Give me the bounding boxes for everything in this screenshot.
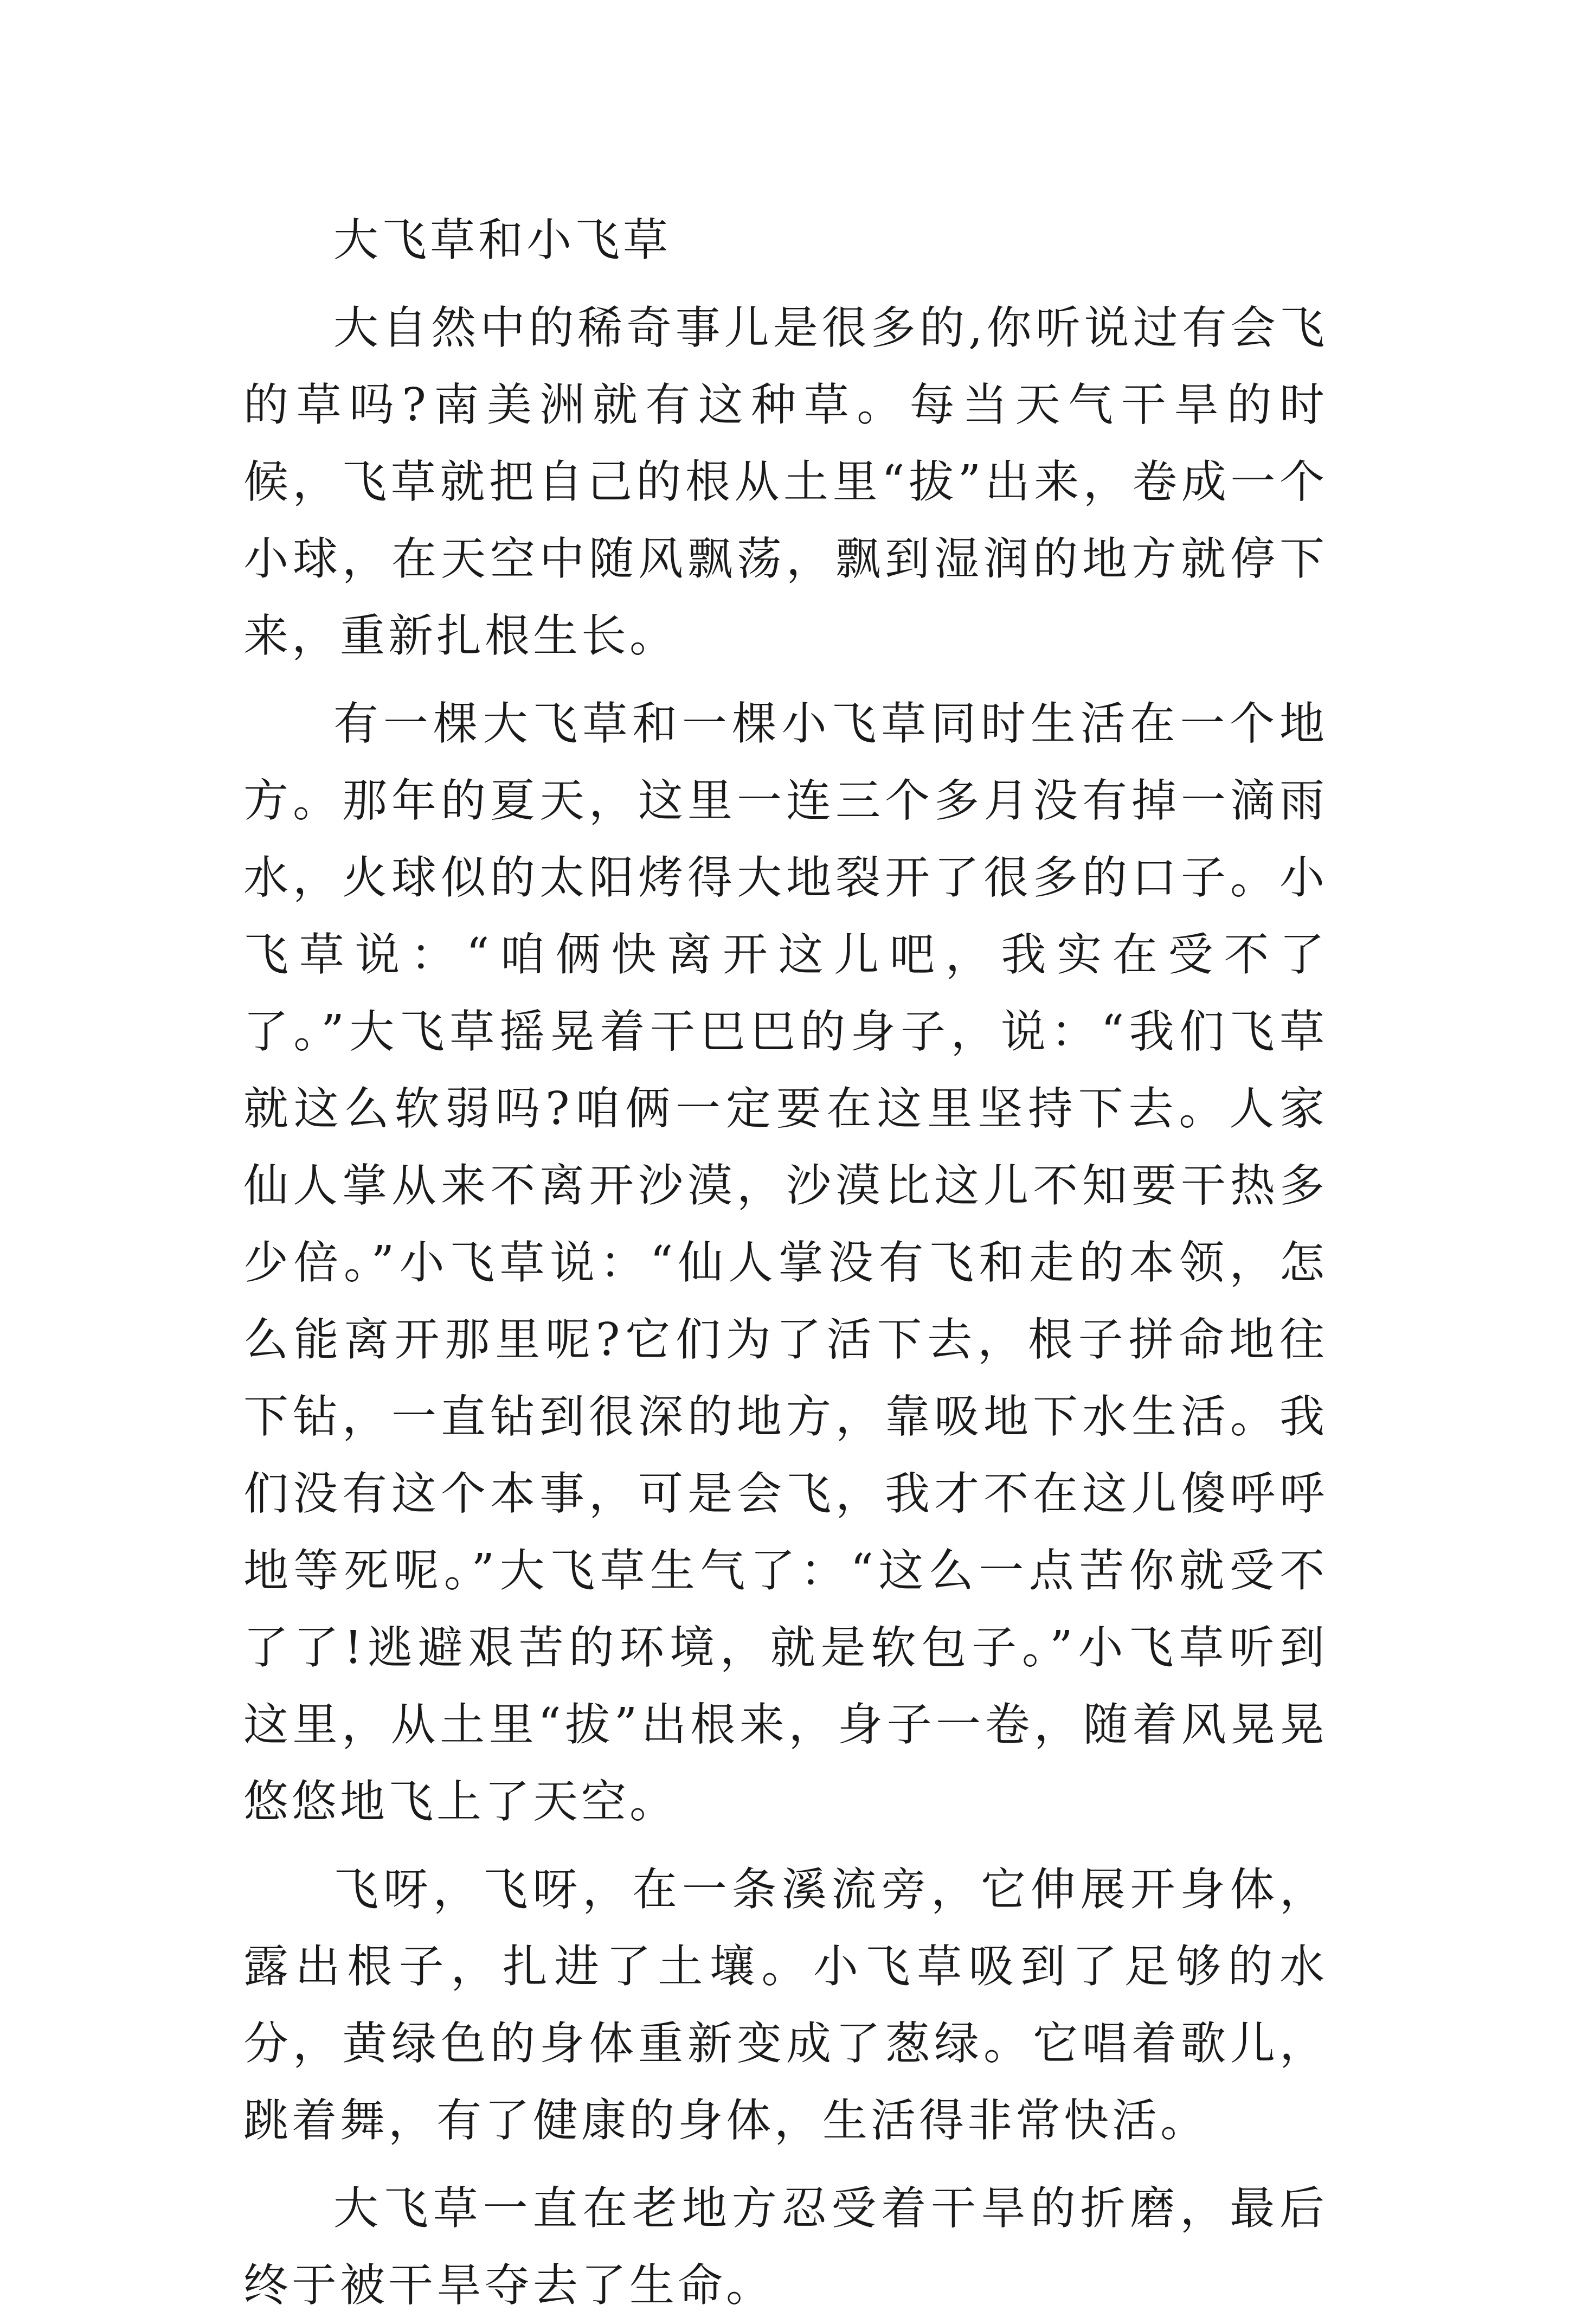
paragraph-3: 飞呀，飞呀，在一条溪流旁，它伸展开身体，露出根子，扎进了土壤。小飞草吸到了足够的水分，黄绿色的身体重新变成了葱绿。它唱着歌儿，跳着舞，有了健康的身体，生活得非常快活。	[243, 1863, 1328, 2147]
paragraph-4: 大飞草一直在老地方忍受着干旱的折磨，最后终于被干旱夺去了生命。	[243, 2182, 1328, 2312]
document-body	[243, 202, 1328, 2324]
document-title: 大飞草和小飞草	[333, 214, 671, 266]
paragraph-1: 大自然中的稀奇事儿是很多的,你听说过有会飞的草吗?南美洲就有这种草。每当天气干旱的时候，飞草就把自己的根从土里“拔”出来，卷成一个小球，在天空中随风飘荡，飘到湿润的地方就停下来，重新扎根生长。	[243, 301, 1328, 662]
paragraph-2: 有一棵大飞草和一棵小飞草同时生活在一个地方。那年的夏天，这里一连三个多月没有掉一滴雨水，火球似的太阳烤得大地裂开了很多的口子。小飞草说：“咱俩快离开这儿吧，我实在受不了了。”大飞草摇晃着干巴巴的身子，说：“我们飞草就这么软弱吗?咱俩一定要在这里坚持下去。人家仙人掌从来不离开沙漠，沙漠比这儿不知要干热多少倍。”小飞草说：“仙人掌没有飞和走的本领，怎么能离开那里呢?它们为了活下去，根子拼命地往下钻，一直钻到很深的地方，靠吸地下水生活。我们没有这个本事，可是会飞，我才不在这儿傻呼呼地等死呢。”大飞草生气了：“这么一点苦你就受不了了!逃避艰苦的环境，就是软包子。”小飞草听到这里，从土里“拔”出根来，身子一卷，随着风晃晃悠悠地飞上了天空。	[243, 697, 1328, 1828]
